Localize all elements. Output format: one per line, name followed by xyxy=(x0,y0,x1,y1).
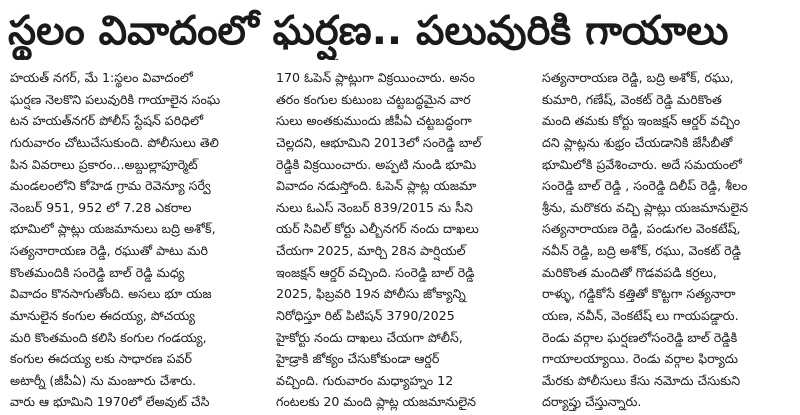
text-line: మరి కొంతమంది కలిసి కంగుల గండయ్య, xyxy=(10,329,207,345)
text-line: గంటలకు 20 మంది ప్లాట్ల యజమానులైన xyxy=(276,394,477,410)
text-line: వచ్చింది. గురువారం మధ్యాహ్నం 12 xyxy=(276,372,454,388)
text-line: దని ప్లాట్లను శుభ్రం చేయడానికి జేసీబీతో xyxy=(542,134,733,150)
text-line: టన హయత్‌నగర్ పోలీస్ స్టేషన్ పరిధిలో xyxy=(10,113,204,129)
text-line: పిన వివరాలు ప్రకారం...అబ్దుల్లాపూర్మెట్ xyxy=(10,156,198,172)
text-line: సంరెడ్డి బాల్ రెడ్డి , సంరెడ్డి దిలీప్ రెడ్డి, శీలం xyxy=(542,178,748,194)
text-line: మండలంలోని కోహెడ గ్రామ రెవెన్యూ సర్వే xyxy=(10,178,211,194)
text-line: హైడ్రాకి జోక్యం చేసుకోకుండా ఆర్డర్ xyxy=(276,351,440,367)
text-line: దర్యాప్తు చేస్తున్నారు. xyxy=(542,394,642,410)
text-line: వివాదం కొనసాగుతోంది. అసలు భూ యజ xyxy=(10,286,212,302)
text-line: భూమిలోకి ప్రవేశించారు. అదే సమయంలో xyxy=(542,156,743,172)
text-line: మంది తమకు కోర్టు ఇంజక్షన్ ఆర్డర్ వచ్చిం xyxy=(542,113,741,129)
text-line: చేయగా 2025, మార్చి 28న పార్షియల్ xyxy=(276,243,466,258)
text-line: భూమిలో ప్లాట్లు యజమానులు బద్రి అశోక్, xyxy=(10,221,216,237)
text-line: నెంబర్ 951, 952 లో 7.28 ఎకరాల xyxy=(10,199,192,215)
text-line: మానులైన కంగుల ఈదయ్య, పోచయ్య xyxy=(10,307,195,323)
headline: స్థలం వివాదంలో ఘర్షణ.. పలువురికి గాయాలు xyxy=(8,8,729,54)
text-line: కొంతమందికి సంరెడ్డి బాల్ రెడ్డి మధ్య xyxy=(10,264,185,280)
text-line: రాళ్ళు, గడ్డికోసే కత్తితో కొట్టగా సత్యనారా xyxy=(542,286,736,302)
column-2 xyxy=(276,67,526,413)
article-body xyxy=(10,67,792,413)
text-line: నిరోధిస్తూ రిట్ పిటిషన్ 3790/2025 xyxy=(276,307,455,323)
text-line: కంగుల ఈదయ్య లకు సాధారణ పవర్ xyxy=(10,351,193,367)
text-line: తరం కంగుల కుటుంబ చట్టబద్ధమైన వార xyxy=(276,91,471,107)
text-line: అటార్నీ (జీపీఏ) ను మంజూరు చేశారు. xyxy=(10,372,197,388)
text-line: సత్యనారాయణ రెడ్డి, బద్రి అశోక్, రఘు, xyxy=(542,70,734,85)
text-line: యర్ సివిల్ కోర్టు ఎల్బీనగర్ నందు దాఖలు xyxy=(276,221,479,237)
text-line: వారు ఆ భూమిని 1970లో లేఅవుట్ చేసి xyxy=(10,394,210,410)
text-line: ఘర్షణ నెలకొని పలువురికి గాయాలైన సంఘ xyxy=(10,91,221,107)
text-line: సత్యనారాయణ రెడ్డి, రఘుతో పాటు మరి xyxy=(10,243,208,258)
text-line: యణ, నవీన్, వెంకటేష్ లు గాయపడ్డారు. xyxy=(542,307,739,323)
text-line: ఇంజక్షన్ ఆర్డర్ వచ్చింది. సంరెడ్డి బాల్ రెడ్డి xyxy=(276,264,475,280)
column-3 xyxy=(542,67,792,413)
column-1 xyxy=(10,67,260,413)
text-line: హైకోర్టు నందు దాఖలు చేయగా పోలీస్, xyxy=(276,329,463,345)
text-line: మరికొంత మందితో గొడవపడి కర్రలు, xyxy=(542,264,717,280)
text-line: సులు అంతకుముందు జీపీఏ చట్టబద్ధంగా xyxy=(276,113,472,129)
text-line: చెల్లదని, ఆభూమిని 2013లో సంరెడ్డి బాల్ xyxy=(276,134,482,150)
text-line: కుమారి, గణేష్, వెంకట్ రెడ్డి మరికొంత xyxy=(542,91,722,107)
text-line: నులు ఓఎస్ నెంబర్ 839/2015 ను సీని xyxy=(276,199,473,215)
text-line: గురువారం చోటుచేసుకుంది. పోలీసులు తెలి xyxy=(10,134,219,150)
text-line: రెడ్డికి విక్రయించారు. అప్పటి నుండి భూమి xyxy=(276,156,477,172)
text-line: మేరకు పోలీసులు కేసు నమోదు చేసుకుని xyxy=(542,372,741,388)
text-line: శ్రీను, మరొకరు వచ్చి ప్లాట్లు యజమానులైన xyxy=(542,199,749,215)
text-line: 170 ఓపెన్ ప్లాట్లుగా విక్రయించారు. అనం xyxy=(276,70,475,85)
text-line: హయత్ నగర్, మే 1:స్థలం వివాదంలో xyxy=(10,70,193,85)
text-line: గాయాలయ్యాయి. రెండు వర్గాల ఫిర్యాదు xyxy=(542,351,738,367)
text-line: వివాదం నడుస్తోంది. ఓపెన్ ప్లాట్ల యజమా xyxy=(276,178,477,194)
text-line: నవీన్ రెడ్డి, బద్రి అశోక్, రఘు, వెంకట్ రెడ్డి xyxy=(542,243,741,258)
text-line: సత్యనారాయణ రెడ్డి, పండుగల వెంకటేష్, xyxy=(542,221,741,237)
text-line: 2025, ఫిబ్రవరి 19న పోలీసు జోక్యాన్ని xyxy=(276,286,466,302)
text-line: రెండు వర్గాల ఘర్షణలోసంరెడ్డి బాల్ రెడ్డికి xyxy=(542,329,738,345)
